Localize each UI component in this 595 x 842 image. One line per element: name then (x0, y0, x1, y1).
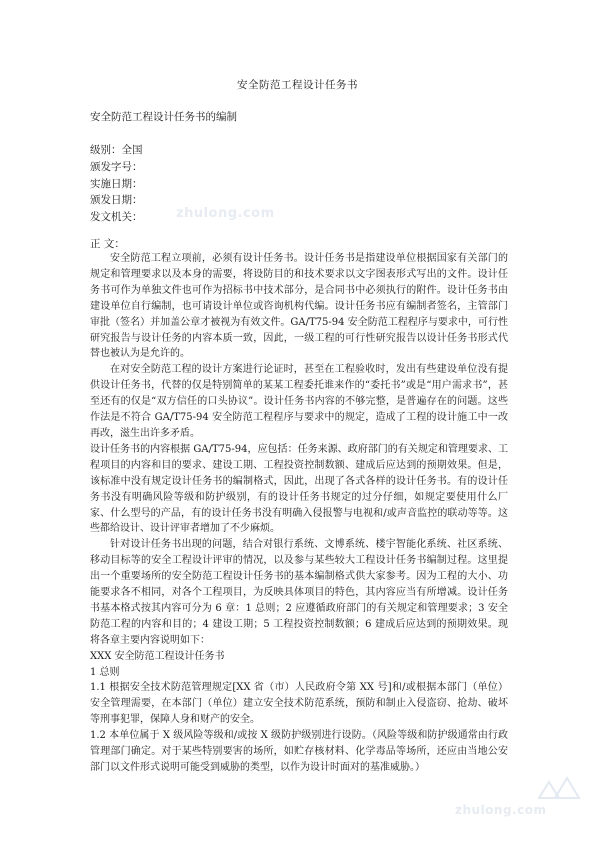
meta-issue-number: 颁发字号： (90, 160, 143, 173)
paragraph: 1.1 根据安全技术防范管理规定[XX 省（市）人民政府令第 XX 号]和/或根据本部门（单位）安全管理需要，在本部门（单位）建立安全技术防范系统，预防和制止入侵盗窃、抢劫、破坏等刑事犯罪，保障人身和财产的安全。 (90, 682, 508, 726)
document-subtitle: 安全防范工程设计任务书的编制 (90, 111, 237, 123)
section-heading: 1 总则 (90, 666, 120, 678)
watermark-emblem-icon (535, 774, 583, 802)
watermark-text: zhulong.com (455, 803, 547, 817)
document-metadata (90, 142, 143, 226)
body-label: 正 文： (90, 238, 125, 250)
paragraph: 在对安全防范工程的设计方案进行论证时，甚至在工程验收时，发出有些建设单位没有提供设计任务书，代替的仅是特别简单的某某工程委托谁来作的“委托书”或是“用户需求书”，甚至还有的仅是“双方信任的口头协议”。设计任务书内容的不够完整，是普遍存在的问题。这些作法是不符合 GA/T75-94 安全防范工程程序与要求中的规定，造成了工程的设计施工中一改再改，滋生出许多矛盾。 (90, 364, 508, 439)
paragraph: 针对设计任务书出现的问题，结合对银行系统、文博系统、楼宇智能化系统、社区系统、移动目标等的安全工程设计评审的情况，以及参与某些较大工程设计任务书编制过程。这里提出一个重要场所的安全防范工程设计任务书的基本编制格式供大家参考。因为工程的大小、功能要求各不相同，对各个工程项目，为反映具体项目的特色，其内容应当有所增减。设计任务书基本格式按其内容可分为 6 章：1 总则；2 应遵循政府部门的有关规定和管理要求；3 安全防范工程的内容和目的；4 建设工期；5 工程投资控制数额；6 建成后应达到的预期效果。现将各章主要内容说明如下： (90, 539, 508, 646)
meta-effective-date: 实施日期： (90, 177, 143, 190)
body-text (90, 251, 508, 776)
meta-level: 级别：全国 (90, 144, 143, 156)
document-title: 安全防范工程设计任务书 (237, 79, 358, 91)
paragraph: 设计任务书的内容根据 GA/T75-94，应包括：任务来源、政府部门的有关规定和管理要求、工程项目的内容和目的要求、建设工期、工程投资控制数额、建成后应达到的预期效果。但是，该标准中没有规定设计任务书的编制格式，因此，出现了各式各样的设计任务书。有的设计任务书没有明确风险等级和防护级别，有的设计任务书规定的过分仔细，如规定要使用什么厂家、什么型号的产品，有的设计任务书没有明确入侵报警与电视和/或声音监控的联动等等。这些都给设计、设计评审者增加了不少麻烦。 (90, 443, 508, 535)
paragraph: 1.2 本单位属于 X 级风险等级和/或按 X 级防护级别进行设防。（风险等级和防护级通常由行政管理部门确定。对于某些特别要害的场所，如贮存核材料、化学毒品等场所，还应由当地公安部门以文件形式说明可能受到威胁的类型，以作为设计时面对的基准威胁。） (90, 730, 508, 773)
meta-issuing-authority: 发文机关： (90, 211, 143, 224)
watermark-text: zhulong.com (176, 206, 275, 221)
paragraph: 安全防范工程立项前，必须有设计任务书。设计任务书是指建设单位根据国家有关部门的规定和管理要求以及本身的需要，将设防目的和技术要求以文字图表形式写出的文件。设计任务书可作为单独文件也可作为招标书中技术部分，是合同书中必须执行的附件。设计任务书由建设单位自行编制，也可请设计单位或咨询机构代编。设计任务书应有编制者签名，主管部门审批（签名）并加盖公章才被视为有效文件。GA/T75-94 安全防范工程程序与要求中，可行性研究报告与设计任务的内容本质一致，因此，一级工程的可行性研究报告以设计任务书形式代替也被认为是允许的。 (90, 253, 508, 360)
section-heading: XXX 安全防范工程设计任务书 (90, 650, 225, 662)
meta-issue-date: 颁发日期： (90, 194, 143, 207)
